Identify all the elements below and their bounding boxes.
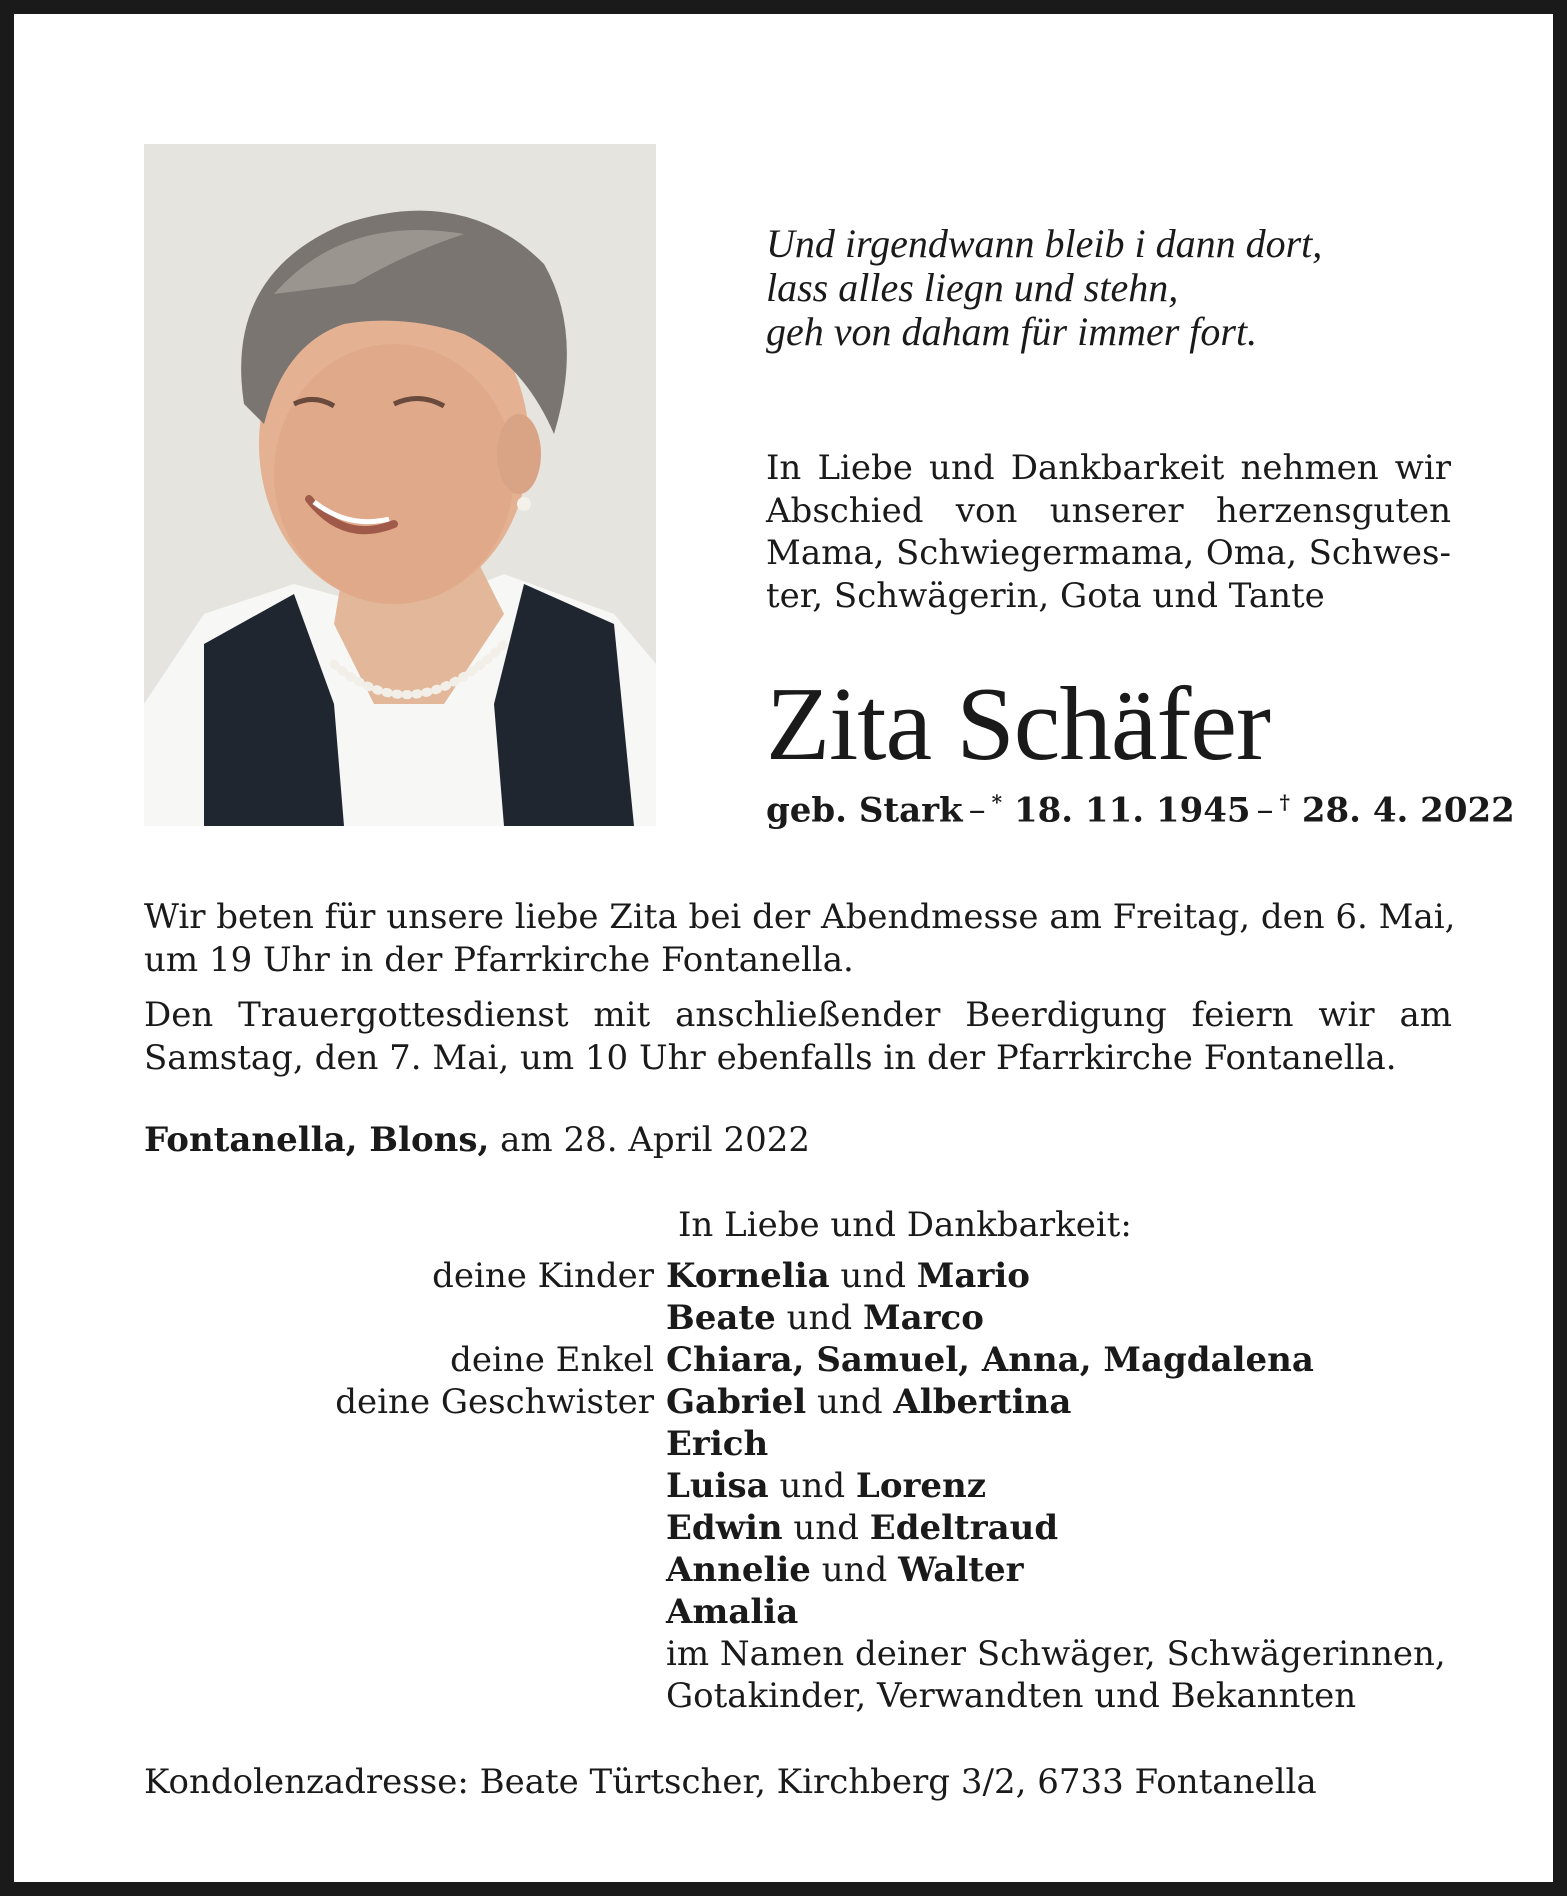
mourner-name: Marco	[862, 1298, 984, 1338]
mourner-name: Edeltraud	[869, 1508, 1059, 1548]
mourner-name: Albertina	[893, 1382, 1072, 1422]
quote-verse	[766, 222, 1466, 354]
mourner-row	[144, 1591, 1464, 1633]
closing-line: im Namen deiner Schwäger, Schwägerinnen,	[666, 1634, 1446, 1674]
birth-date: 18. 11. 1945	[1013, 790, 1251, 831]
intro-line: Abschied von unserer herzensguten	[766, 490, 1451, 531]
mourner-name: Erich	[666, 1424, 769, 1464]
conjunction: und	[840, 1256, 906, 1296]
notice-line: Samstag, den 7. Mai, um 10 Uhr ebenfalls in der Pfarrkirche Fontanella.	[144, 1037, 1397, 1078]
intro-line: In Liebe und Dankbarkeit nehmen wir	[766, 448, 1451, 488]
mourner-role	[144, 1507, 666, 1549]
notice-line: Wir beten für unsere liebe Zita bei der Abendmesse am Freitag, den 6. Mai,	[144, 897, 1456, 937]
mourners-heading: In Liebe und Dankbarkeit:	[678, 1205, 1132, 1245]
date-separator: –	[1256, 790, 1274, 831]
mourner-name: Kornelia	[666, 1256, 830, 1296]
mourner-role	[144, 1465, 666, 1507]
notice-line: um 19 Uhr in der Pfarrkirche Fontanella.	[144, 939, 854, 980]
places: Fontanella, Blons,	[144, 1120, 490, 1160]
date-separator: –	[968, 790, 986, 831]
mourner-role	[144, 1423, 666, 1465]
place-date-line	[144, 1120, 810, 1160]
mourner-row	[144, 1465, 1464, 1507]
closing-line: Gotakinder, Verwandten und Bekannten	[666, 1676, 1357, 1716]
mourner-row	[144, 1297, 1464, 1339]
notice-line: Den Trauergottesdienst mit anschließender Beerdigung feiern wir am	[144, 995, 1452, 1035]
quote-line: geh von daham für immer fort.	[766, 309, 1258, 354]
funeral-notice	[144, 994, 1452, 1079]
farewell-intro	[766, 447, 1451, 617]
born-symbol: *	[991, 790, 1003, 814]
life-dates	[766, 790, 1515, 831]
mourner-name: Chiara, Samuel, Anna, Magdalena	[666, 1340, 1314, 1380]
mourner-name: Annelie	[666, 1550, 811, 1590]
mourner-row	[144, 1339, 1464, 1381]
mourner-row	[144, 1255, 1464, 1297]
death-date: 28. 4. 2022	[1301, 790, 1515, 831]
mourner-role	[144, 1549, 666, 1591]
conjunction: und	[821, 1550, 888, 1590]
quote-line: lass alles liegn und stehn,	[766, 265, 1179, 310]
mourner-row	[144, 1507, 1464, 1549]
condolence-address: Kondolenzadresse: Beate Türtscher, Kirchberg 3/2, 6733 Fontanella	[144, 1762, 1317, 1802]
mourner-role	[144, 1591, 666, 1633]
mourner-name: Luisa	[666, 1466, 769, 1506]
mourner-row	[144, 1381, 1464, 1423]
evening-mass-notice	[144, 896, 1456, 981]
mourner-name: Lorenz	[855, 1466, 987, 1506]
conjunction: und	[786, 1298, 853, 1338]
birth-name: geb. Stark	[766, 790, 963, 831]
date: am 28. April 2022	[500, 1120, 811, 1160]
mourner-name: Gabriel	[666, 1382, 807, 1422]
mourner-row	[144, 1423, 1464, 1465]
mourner-role: deine Enkel	[450, 1340, 654, 1380]
closing-row	[144, 1633, 1464, 1675]
mourner-role: deine Geschwister	[335, 1382, 654, 1422]
mourner-name: Mario	[916, 1256, 1030, 1296]
conjunction: und	[779, 1466, 846, 1506]
intro-line: Mama, Schwiegermama, Oma, Schwes-	[766, 533, 1451, 573]
quote-line: Und irgendwann bleib i dann dort,	[766, 221, 1323, 266]
mourner-name: Walter	[898, 1550, 1024, 1590]
portrait-photo	[144, 144, 656, 826]
mourners-list	[144, 1255, 1464, 1717]
deceased-name: Zita Schäfer	[766, 665, 1270, 782]
mourner-name: Edwin	[666, 1508, 783, 1548]
intro-line: ter, Schwägerin, Gota und Tante	[766, 575, 1325, 616]
mourner-role: deine Kinder	[432, 1256, 654, 1296]
died-symbol: †	[1279, 790, 1291, 814]
mourner-role	[144, 1297, 666, 1339]
closing-row	[144, 1675, 1464, 1717]
mourner-name: Beate	[666, 1298, 776, 1338]
mourner-row	[144, 1549, 1464, 1591]
mourner-name: Amalia	[666, 1592, 799, 1632]
conjunction: und	[817, 1382, 883, 1422]
conjunction: und	[793, 1508, 859, 1548]
